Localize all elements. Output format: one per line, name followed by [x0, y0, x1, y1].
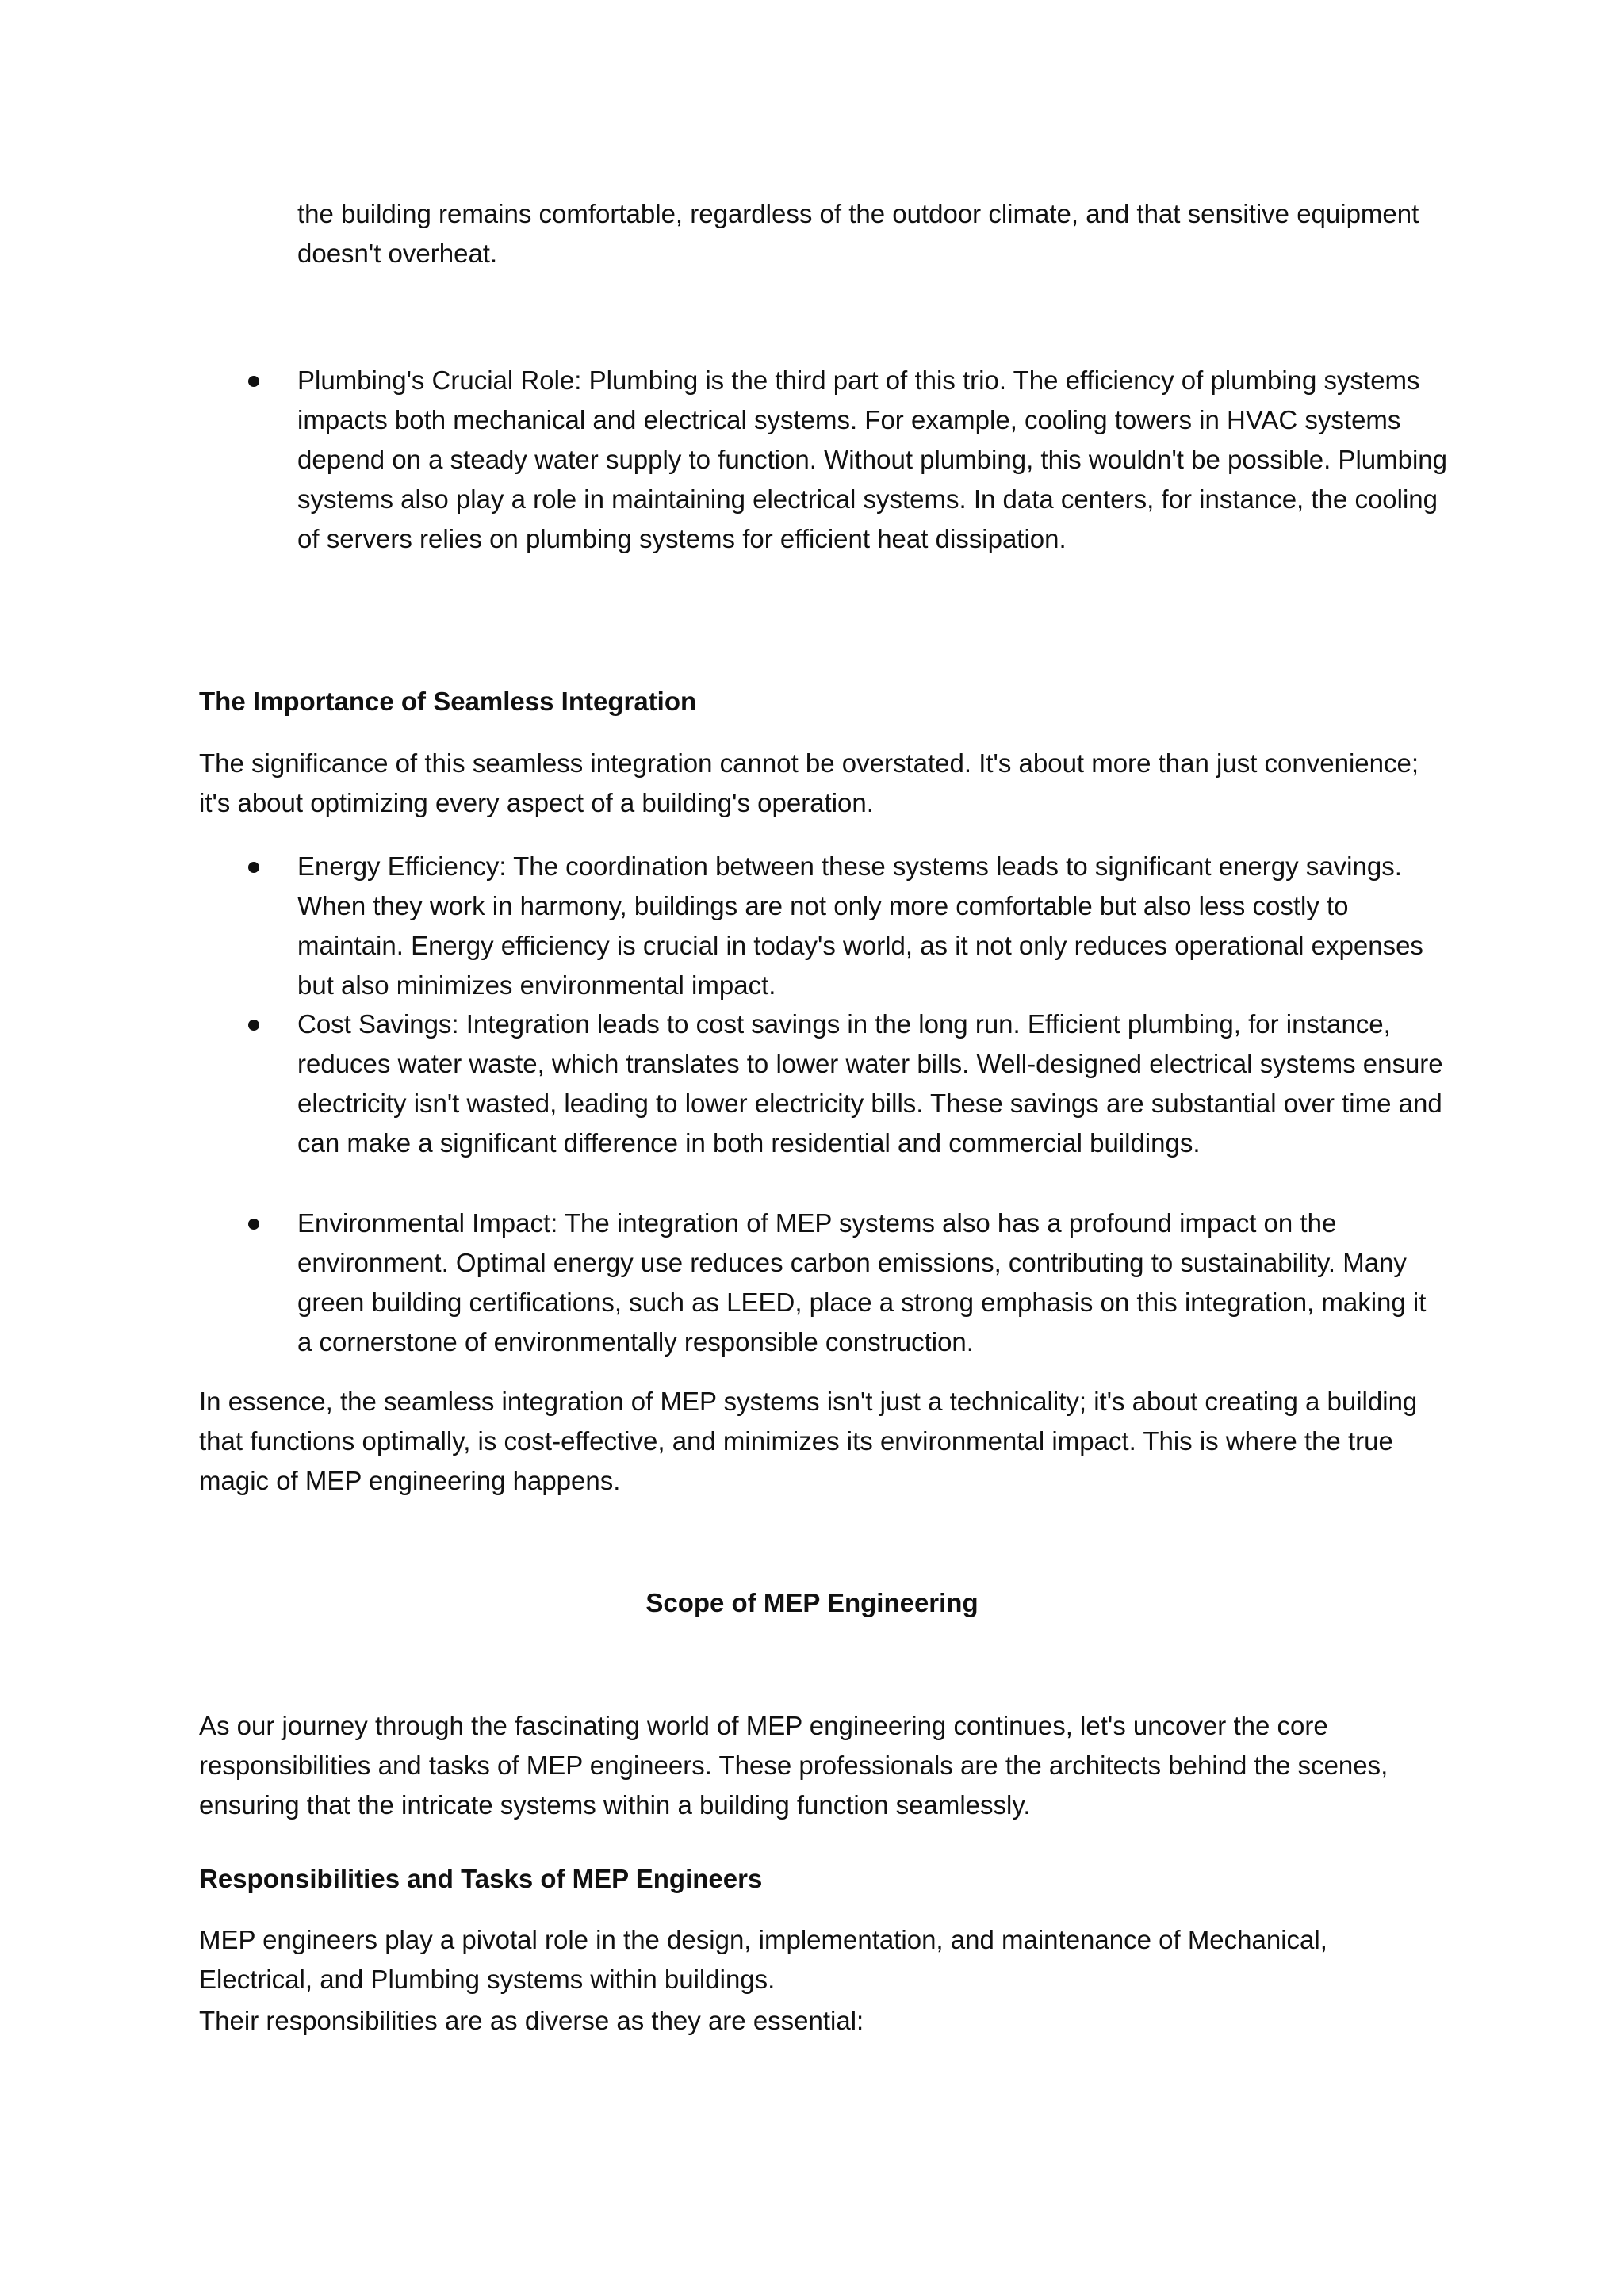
integration-conclusion-paragraph: In essence, the seamless integration of MEP systems isn't just a technicality; it's about creating a building that functions optimally, is cost-effective, and minimizes its environmental impact. This is where the true magic of MEP engineering happens.: [199, 1387, 1418, 1495]
bullet-plumbing-role: Plumbing's Crucial Role: Plumbing is the third part of this trio. The efficiency of plumbing systems impacts both mechanical and electrical systems. For example, cooling towers in HVAC systems depend on a steady water supply to function. Without plumbing, this wouldn't be possible. Plumbing systems also play a role in maintaining electrical systems. In data centers, for instance, the cooling of servers relies on plumbing systems for efficient heat dissipation.: [297, 365, 1448, 553]
bullet-icon: [248, 1020, 259, 1031]
responsibilities-lead-in: Their responsibilities are as diverse as they are essential:: [199, 2006, 864, 2035]
subheading-responsibilities: Responsibilities and Tasks of MEP Engineers: [199, 1864, 763, 1893]
responsibilities-paragraph: MEP engineers play a pivotal role in the design, implementation, and maintenance of Mechanical, Electrical, and Plumbing systems within buildings.: [199, 1925, 1327, 1994]
bullet-icon: [248, 862, 259, 873]
continued-paragraph: the building remains comfortable, regardless of the outdoor climate, and that sensitive equipment doesn't overheat.: [297, 199, 1419, 268]
bullet-icon: [248, 376, 259, 387]
integration-intro-paragraph: The significance of this seamless integration cannot be overstated. It's about more than just convenience; it's about optimizing every aspect of a building's operation.: [199, 748, 1419, 817]
section-heading-integration: The Importance of Seamless Integration: [199, 687, 697, 716]
bullet-icon: [248, 1219, 259, 1230]
bullet-environmental-impact: Environmental Impact: The integration of MEP systems also has a profound impact on the environment. Optimal energy use reduces carbon emissions, contributing to sustainability. Many green building certifications, such as LEED, place a strong emphasis on this integration, making it a cornerstone of environmentally responsible construction.: [297, 1208, 1427, 1357]
bullet-energy-efficiency: Energy Efficiency: The coordination between these systems leads to significant energy savings. When they work in harmony, buildings are not only more comfortable but also less costly to maintain. Energy efficiency is crucial in today's world, as it not only reduces operational expenses but also minimizes environmental impact.: [297, 851, 1423, 1000]
bullet-cost-savings: Cost Savings: Integration leads to cost savings in the long run. Efficient plumbing, for instance, reduces water waste, which translates to lower water bills. Well-designed electrical systems ensure electricity isn't wasted, leading to lower electricity bills. These savings are substantial over time and can make a significant difference in both residential and commercial buildings.: [297, 1009, 1443, 1158]
scope-intro-paragraph: As our journey through the fascinating world of MEP engineering continues, let's uncover the core responsibilities and tasks of MEP engineers. These professionals are the architects behind the scenes, ensuring that the intricate systems within a building function seamlessly.: [199, 1711, 1388, 1820]
section-heading-scope: Scope of MEP Engineering: [645, 1588, 979, 1617]
